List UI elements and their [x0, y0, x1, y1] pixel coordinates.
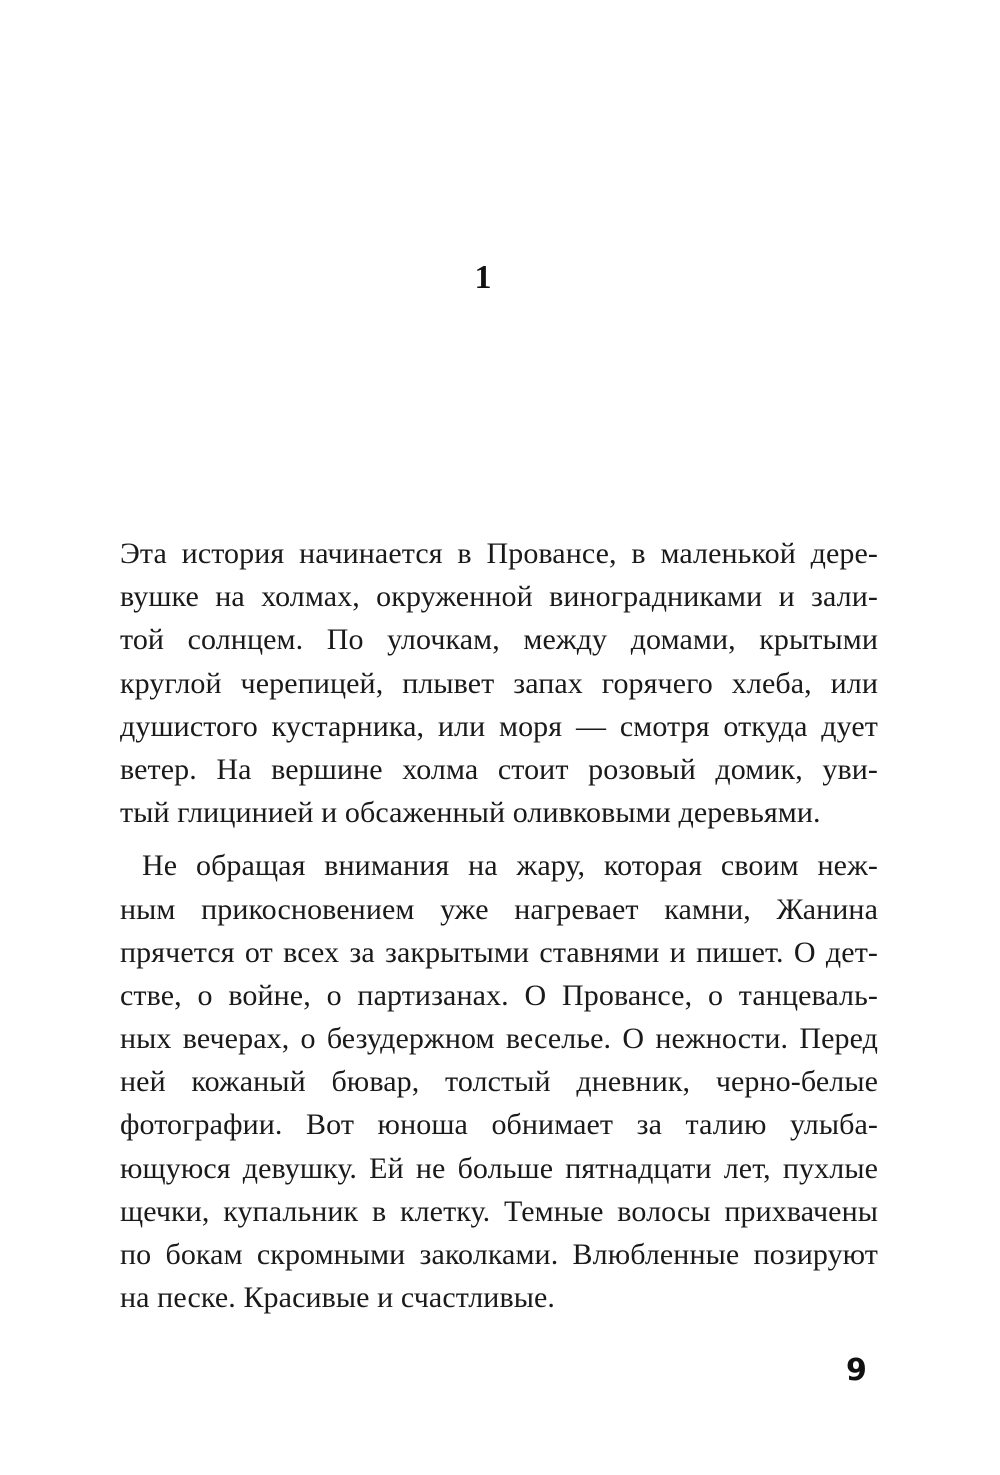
text-line: той солнцем. По улочкам, между домами, крытыми	[120, 623, 878, 657]
chapter-number: 1	[474, 259, 492, 296]
text-line: вушке на холмах, окруженной виноградниками и зали-	[120, 580, 878, 614]
text-line: стве, о войне, о партизанах. О Провансе, о танцеваль-	[120, 978, 878, 1012]
text-line: фотографии. Вот юноша обнимает за талию улыба-	[120, 1108, 878, 1142]
text-line: круглой черепицей, плывет запах горячего хлеба, или	[120, 666, 878, 700]
text-line: Эта история начинается в Провансе, в маленькой дере-	[120, 537, 878, 570]
text-line: прячется от всех за закрытыми ставнями и пишет. О дет-	[120, 935, 878, 969]
paragraph-2	[120, 844, 878, 1319]
text-line: душистого кустарника, или моря — смотря откуда дует	[120, 709, 878, 743]
text-line: на песке. Красивые и счастливые.	[120, 1281, 555, 1315]
text-line: ных вечерах, о безудержном веселье. О нежности. Перед	[120, 1022, 878, 1056]
text-line: по бокам скромными заколками. Влюбленные позируют	[120, 1238, 878, 1271]
text-line: ющуюся девушку. Ей не больше пятнадцати лет, пухлые	[120, 1151, 878, 1185]
page-number: 9	[846, 1353, 867, 1388]
text-line: ным прикосновением уже нагревает камни, Жанина	[120, 892, 878, 926]
text-line: щечки, купальник в клетку. Темные волосы прихвачены	[120, 1194, 878, 1228]
paragraph-1	[120, 532, 878, 834]
paragraph-gap	[120, 834, 878, 844]
chapter-body	[120, 532, 878, 1319]
text-line: Не обращая внимания на жару, которая своим неж-	[142, 849, 878, 883]
text-line: тый глицинией и обсаженный оливковыми деревьями.	[120, 796, 821, 830]
text-line: ветер. На вершине холма стоит розовый домик, уви-	[120, 752, 878, 786]
text-line: ней кожаный бювар, толстый дневник, черно-белые	[120, 1065, 878, 1099]
